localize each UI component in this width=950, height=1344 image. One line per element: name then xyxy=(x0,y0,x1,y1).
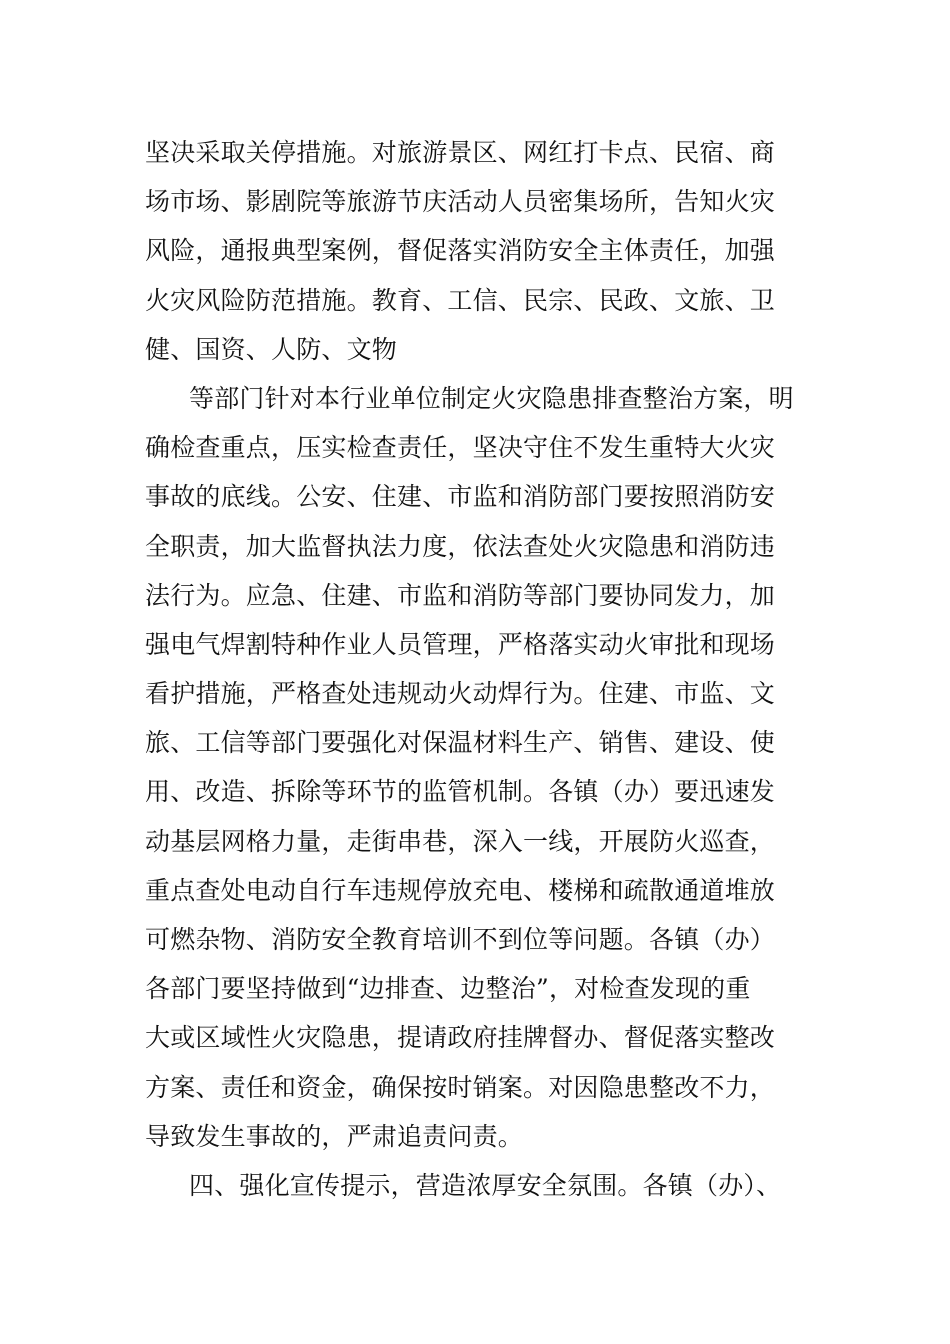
text-line: 方案、责任和资金，确保按时销案。对因隐患整改不力， xyxy=(145,1072,776,1102)
text-line: 法行为。应急、住建、市监和消防等部门要协同发力，加 xyxy=(145,580,776,610)
text-line: 场市场、影剧院等旅游节庆活动人员密集场所，告知火灾 xyxy=(145,187,776,217)
text-line: 强电气焊割特种作业人员管理，严格落实动火审批和现场 xyxy=(145,629,776,659)
text-line: 事故的底线。公安、住建、市监和消防部门要按照消防安 xyxy=(145,482,776,512)
text-line: 全职责，加大监督执法力度，依法查处火灾隐患和消防违 xyxy=(145,531,776,561)
paragraph-start-line: 等部门针对本行业单位制定火灾隐患排查整治方案，明 xyxy=(189,383,794,413)
text-line: 风险，通报典型案例，督促落实消防安全主体责任，加强 xyxy=(145,236,776,266)
text-line: 看护措施，严格查处违规动火动焊行为。住建、市监、文 xyxy=(145,679,776,709)
text-line: 动基层网格力量，走街串巷，深入一线，开展防火巡查， xyxy=(145,826,776,856)
text-line: 导致发生事故的，严肃追责问责。 xyxy=(145,1121,524,1151)
text-line: 各部门要坚持做到“边排查、边整治”，对检查发现的重 xyxy=(145,974,751,1004)
text-line: 健、国资、人防、文物 xyxy=(145,334,398,364)
body-text xyxy=(145,128,805,1210)
text-line: 旅、工信等部门要强化对保温材料生产、销售、建设、使 xyxy=(145,728,776,758)
text-line: 火灾风险防范措施。教育、工信、民宗、民政、文旅、卫 xyxy=(145,285,776,315)
text-line: 用、改造、拆除等环节的监管机制。各镇（办）要迅速发 xyxy=(145,777,776,807)
text-line: 可燃杂物、消防安全教育培训不到位等问题。各镇（办） xyxy=(145,925,776,954)
text-line: 坚决采取关停措施。对旅游景区、网红打卡点、民宿、商 xyxy=(145,138,776,167)
text-line: 重点查处电动自行车违规停放充电、楼梯和疏散通道堆放 xyxy=(145,875,776,905)
text-line: 确检查重点，压实检查责任，坚决守住不发生重特大火灾 xyxy=(145,433,776,463)
section-heading-line: 四、强化宣传提示，营造浓厚安全氛围。各镇（办）、 xyxy=(189,1170,782,1200)
text-line: 大或区域性火灾隐患，提请政府挂牌督办、督促落实整改 xyxy=(145,1023,776,1053)
